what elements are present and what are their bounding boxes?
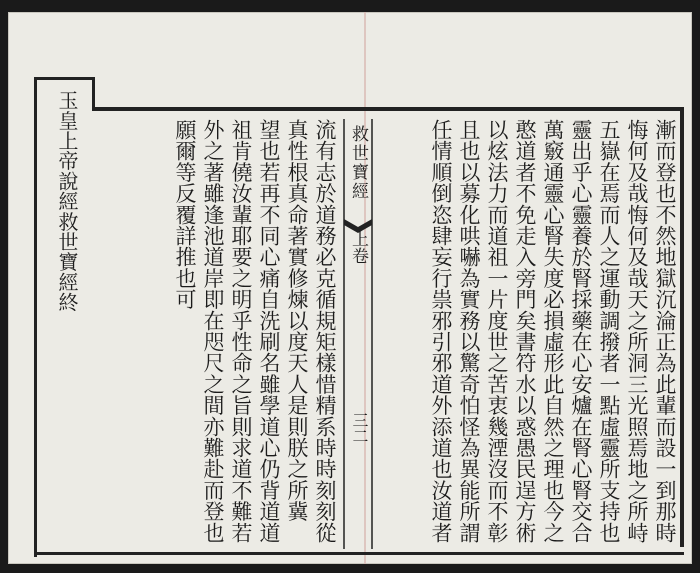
- text-column: 憨道者不免走入旁門矣書符水以惑愚民逞方術: [513, 119, 537, 543]
- text-column: 真性根真命著實修煉以度天人是則朕之所冀: [285, 119, 309, 522]
- frame-top-border: [92, 107, 684, 111]
- frame-left-top-border: [34, 77, 94, 80]
- ending-title: 玉皇上帝說經救世寶經終: [55, 90, 79, 313]
- book-page: [8, 12, 692, 564]
- center-book-title: 救世寶經: [348, 125, 368, 201]
- text-column: 流有志於道務必克循規矩樣惜精系時時刻刻從: [313, 119, 337, 543]
- page-number: 三二: [350, 412, 369, 444]
- text-column: 靈出乎心靈養於腎採藥在心安爐在腎心腎交合: [569, 119, 593, 543]
- volume-label: 上卷: [348, 230, 368, 264]
- text-column: 萬竅通靈心腎失度必損虛形此自然之理也今之: [541, 119, 565, 543]
- text-column: 五嶽在焉而人之運動調撥者一點虛靈所支持也: [597, 119, 621, 543]
- text-column: 漸而登也不然地獄沉淪正為此輩而設一到那時: [653, 119, 677, 543]
- text-column: 且也以募化哄嚇為實務以驚奇怕怪為異能所謂: [457, 119, 481, 543]
- text-column: 望也若再不同心痛自洗刷名雖學道心仍背道道: [257, 119, 281, 543]
- text-column: 悔何及哉悔何及哉天之所洞三光照焉地之所峙: [625, 119, 649, 543]
- frame-bottom-border: [34, 552, 684, 555]
- text-column: 外之著雖逢池道岸即在咫尺之間亦難赴而登也: [201, 119, 225, 543]
- text-column: 任情順倒恣肆妄行祟邪引邪道外添道也汝道者: [429, 119, 453, 543]
- text-column: 以炫法力而道祖一片度世之苦衷幾湮沒而不彰: [485, 119, 509, 543]
- frame-right-border: [680, 107, 684, 547]
- frame-left-border: [34, 77, 37, 557]
- frame-step-border: [92, 77, 95, 110]
- text-column: 祖肯僥汝輩耶要之明乎性命之旨則求道不難若: [229, 119, 253, 543]
- text-column: 願爾等反覆詳推也可: [173, 119, 197, 310]
